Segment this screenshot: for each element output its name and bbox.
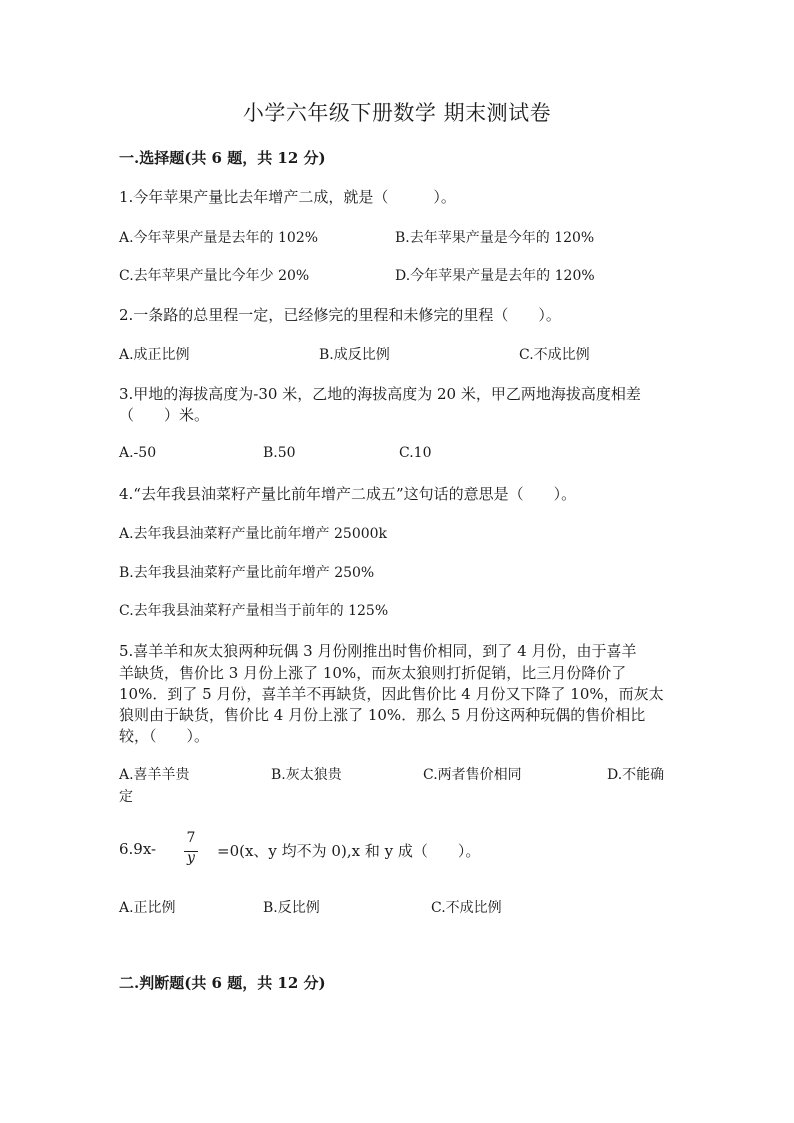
question-5-text-line-3: 10%．到了 5 月份，喜羊羊不再缺货，因此售价比 4 月份又下降了 10%，而灰太 [119, 685, 664, 703]
question-4-text: 4.“去年我县油菜籽产量比前年增产二成五”这句话的意思是（ ）。 [119, 485, 577, 503]
question-3-text-line-1: 3.甲地的海拔高度为-30 米，乙地的海拔高度为 20 米，甲乙两地海拔高度相差 [119, 385, 641, 403]
question-4-option-b: B.去年我县油菜籽产量比前年增产 250% [119, 565, 375, 581]
question-1-option-c: C.去年苹果产量比今年少 20% [119, 268, 310, 284]
question-1-option-b: B.去年苹果产量是今年的 120% [395, 230, 595, 246]
question-5-option-d: D.不能确 [607, 767, 665, 783]
page-title: 小学六年级下册数学 期末测试卷 [242, 101, 552, 125]
fraction-denominator: y [187, 850, 195, 866]
question-3-option-a: A.-50 [119, 445, 157, 461]
question-5-text-line-1: 5.喜羊羊和灰太狼两种玩偶 3 月份刚推出时售价相同，到了 4 月份，由于喜羊 [119, 642, 637, 660]
question-1-option-a: A.今年苹果产量是去年的 102% [119, 230, 319, 246]
question-4-option-a: A.去年我县油菜籽产量比前年增产 25000k [119, 526, 388, 542]
question-5-option-a: A.喜羊羊贵 [119, 767, 190, 783]
section-heading-judgement: 二.判断题(共 6 题，共 12 分) [119, 974, 326, 992]
question-3-option-b: B.50 [263, 445, 296, 461]
question-6-option-c: C.不成比例 [431, 900, 502, 916]
question-5-option-d-wrap: 定 [119, 789, 133, 805]
question-2-option-c: C.不成比例 [519, 347, 590, 363]
question-1-option-d: D.今年苹果产量是去年的 120% [395, 268, 595, 284]
question-1-text: 1.今年苹果产量比去年增产二成，就是（ ）。 [119, 188, 456, 206]
question-3-text-line-2: （ ）米。 [119, 406, 210, 424]
question-6-option-a: A.正比例 [119, 900, 176, 916]
question-4-option-c: C.去年我县油菜籽产量相当于前年的 125% [119, 603, 389, 619]
section-heading-choice: 一.选择题(共 6 题，共 12 分) [119, 149, 326, 167]
question-5-option-b: B.灰太狼贵 [271, 767, 342, 783]
question-2-text: 2.一条路的总里程一定，已经修完的里程和未修完的里程（ ）。 [119, 306, 561, 324]
question-6-suffix: =0(x、y 均不为 0),x 和 y 成（ ）。 [217, 842, 481, 860]
question-5-text-line-2: 羊缺货，售价比 3 月份上涨了 10%，而灰太狼则打折促销，比三月份降价了 [119, 664, 627, 682]
question-5-text-line-4: 狼则由于缺货，售价比 4 月份上涨了 10%．那么 5 月份这两种玩偶的售价相比 [119, 706, 646, 724]
question-2-option-b: B.成反比例 [319, 347, 390, 363]
question-5-text-line-5: 较，（ ）。 [119, 727, 210, 745]
question-5-option-c: C.两者售价相同 [423, 767, 522, 783]
question-6-prefix: 6.9x- [119, 840, 157, 858]
question-6-option-b: B.反比例 [263, 900, 320, 916]
fraction-numerator: 7 [186, 830, 196, 846]
question-2-option-a: A.成正比例 [119, 347, 190, 363]
question-3-option-c: C.10 [399, 445, 432, 461]
